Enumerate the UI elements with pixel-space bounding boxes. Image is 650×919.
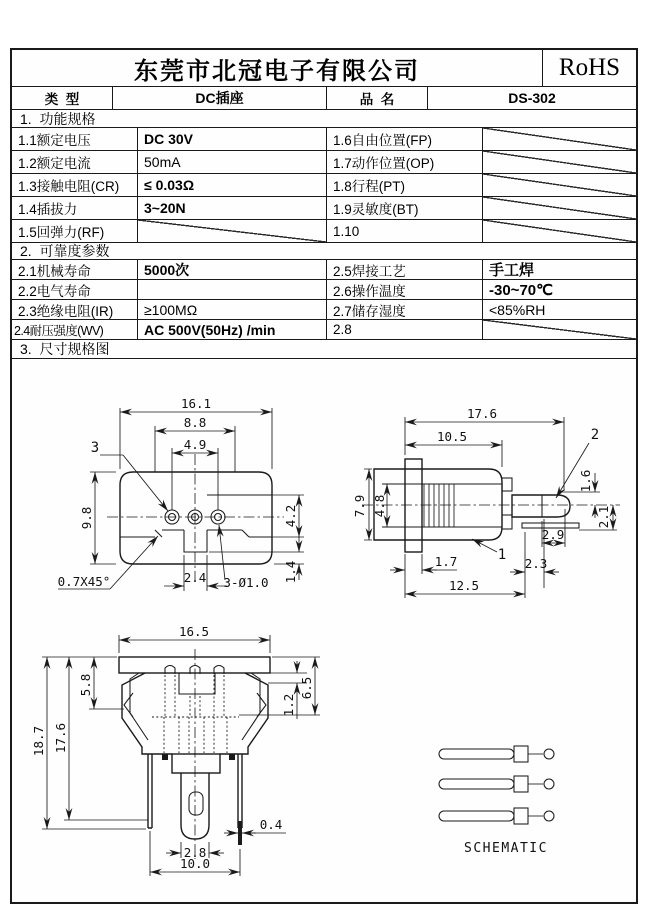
ref-pin-2: 2 (590, 427, 600, 443)
spec-label2: 1.9灵敏度(BT) (327, 197, 483, 219)
section3-header (12, 340, 636, 359)
spec-value: AC 500V(50Hz) /min (138, 320, 327, 339)
section3-title: 3. 尺寸规格图 (20, 341, 110, 357)
spec-label: 2.1机械寿命 (12, 260, 138, 279)
spec-label: 1.5回弹力(RF) (12, 220, 138, 242)
dim-slot-height: 4.2 (283, 504, 298, 528)
spec-label: 2.4耐压强度(WV) (12, 320, 138, 339)
dim-head-height: 6.5 (299, 676, 314, 700)
spec-value: 5000次 (138, 260, 327, 279)
spec-value2-na (483, 220, 636, 242)
dim-pin-offset: 2.3 (524, 556, 548, 571)
dim-top-height: 5.8 (78, 673, 93, 697)
spec-value2-na (483, 151, 636, 173)
dim-pin-pitch: 4.9 (183, 437, 207, 452)
name-label: 品 名 (327, 87, 428, 109)
company-name: 东莞市北冠电子有限公司 (12, 50, 543, 86)
dim-holes: 3-Ø1.0 (223, 575, 269, 590)
spec-label2: 1.6自由位置(FP) (327, 128, 483, 150)
dim-total-height: 18.7 (31, 725, 46, 757)
spec-label: 2.3绝缘电阻(IR) (12, 300, 138, 319)
section1-title: 1. 功能规格 (20, 110, 96, 127)
dim-flange: 1.7 (434, 554, 458, 569)
schematic-label: SCHEMATIC (464, 841, 548, 856)
ref-body-1: 1 (497, 547, 507, 563)
dim-total-width: 17.6 (466, 406, 498, 421)
dim-tip-height: 1.6 (578, 469, 593, 493)
spec-label: 1.4插拔力 (12, 197, 138, 219)
spec-value2-na (483, 174, 636, 196)
schematic-pin (439, 808, 554, 824)
spec-value (138, 280, 327, 299)
spec-value2: -30~70℃ (489, 281, 553, 299)
dim-overall-width: 16.1 (180, 396, 212, 411)
spec-row (12, 260, 636, 280)
dim-body-height: 17.6 (53, 722, 68, 754)
dim-flange-width: 16.5 (178, 624, 210, 639)
spec-value: ≤ 0.03Ω (138, 174, 327, 196)
spec-value2: 手工焊 (489, 262, 535, 279)
spec-value: ≥100MΩ (138, 300, 327, 319)
spec-label2: 2.7储存湿度 (327, 300, 483, 319)
title-row (12, 50, 636, 87)
spec-label2: 1.7动作位置(OP) (327, 151, 483, 173)
spec-value2-na (483, 320, 636, 339)
spec-label: 1.1额定电压 (12, 128, 138, 150)
side-view-drawing (352, 406, 620, 598)
spec-value-na (138, 220, 327, 242)
spec-value: DC 30V (138, 128, 327, 150)
type-label: 类 型 (12, 87, 113, 109)
front-view-drawing (31, 624, 320, 876)
spec-value: 3~20N (138, 197, 327, 219)
spec-label2: 2.8 (327, 320, 483, 339)
schematic-pin (439, 776, 554, 792)
dim-pin-height: 2.1 (596, 505, 611, 529)
spec-row (12, 128, 636, 151)
section1-header (12, 110, 636, 128)
spec-row (12, 174, 636, 197)
spec-label: 1.3接触电阻(CR) (12, 174, 138, 196)
dim-shaft-width: 2.8 (183, 845, 207, 860)
part-number: DS-302 (508, 90, 556, 106)
section2-header (12, 243, 636, 260)
spec-row (12, 300, 636, 320)
spec-label: 1.2额定电流 (12, 151, 138, 173)
spec-value2-na (483, 128, 636, 150)
spec-row (12, 151, 636, 174)
schematic-pin (439, 746, 554, 762)
spec-label2: 1.10 (327, 220, 483, 242)
spec-label2: 2.6操作温度 (327, 280, 483, 299)
dim-notch: 2.4 (183, 570, 207, 585)
spec-label2: 1.8行程(PT) (327, 174, 483, 196)
spec-value2: <85%RH (489, 301, 546, 318)
spec-value2-na (483, 197, 636, 219)
spec-row (12, 320, 636, 340)
rohs-badge: RoHS (558, 54, 621, 81)
dim-inner-height: 4.8 (372, 494, 387, 518)
spec-row (12, 280, 636, 300)
spec-row (12, 197, 636, 220)
dim-lip: 1.4 (283, 560, 298, 584)
dim-leg-span: 10.0 (179, 856, 211, 871)
dim-pin-width: 2.9 (541, 527, 565, 542)
spec-row (12, 220, 636, 243)
dim-base: 12.5 (448, 578, 480, 593)
type-value: DC插座 (113, 87, 327, 109)
section2-title: 2. 可靠度参数 (20, 243, 110, 259)
spec-label: 2.2电气寿命 (12, 280, 138, 299)
schematic-drawing (439, 746, 554, 856)
dim-body-height: 7.9 (352, 494, 367, 518)
dim-body-width: 10.5 (436, 429, 468, 444)
dim-body-height: 9.8 (79, 506, 94, 530)
type-row (12, 87, 636, 110)
bottom-view-drawing (58, 396, 304, 591)
dim-lip: 1.2 (281, 693, 296, 717)
dimension-drawings (12, 359, 636, 902)
ref-pin-3: 3 (90, 440, 100, 456)
dim-leg-thickness: 0.4 (259, 817, 283, 832)
spec-label2: 2.5焊接工艺 (327, 260, 483, 279)
dim-chamfer: 0.7X45° (57, 574, 111, 589)
dim-pin-span: 8.8 (183, 415, 207, 430)
spec-sheet (10, 48, 638, 904)
spec-value: 50mA (138, 151, 327, 173)
